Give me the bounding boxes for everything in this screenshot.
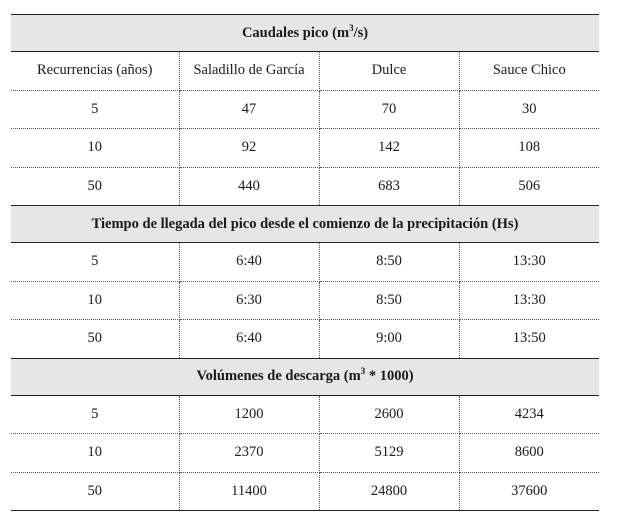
table-cell: 47 [179,90,319,129]
table-cell: 13:30 [459,243,599,282]
table-cell: 10 [11,434,179,473]
title-prefix: Caudales pico (m [241,24,350,41]
column-header-sauce-chico: Sauce Chico [459,52,599,91]
table-cell: 5 [11,395,179,434]
table-cell: 70 [319,90,459,129]
column-header-saladillo: Saladillo de García [179,52,319,91]
table-cell: 13:50 [459,320,599,359]
table-cell: 6:40 [179,243,319,282]
table-cell: 30 [459,90,599,129]
data-table-container [11,14,599,511]
column-header-dulce: Dulce [319,52,459,91]
table-row [11,395,599,434]
table-cell: 6:30 [179,281,319,320]
table-cell: 37600 [459,472,599,511]
title-suffix: /s) [353,24,369,41]
section-title-tiempo: Tiempo de llegada del pico desde el comienzo de la precipitación (Hs) [11,206,599,243]
column-header-recurrencias: Recurrencias (años) [11,52,179,91]
table-cell: 50 [11,320,179,359]
table-cell: 13:30 [459,281,599,320]
table-cell: 5129 [319,434,459,473]
title-superscript: 3 [349,22,354,33]
table-cell: 11400 [179,472,319,511]
table-row [11,472,599,511]
section-header-tiempo [11,206,599,243]
table-cell: 6:40 [179,320,319,359]
table-cell: 10 [11,281,179,320]
table-cell: 50 [11,167,179,206]
table-cell: 5 [11,90,179,129]
table-cell: 506 [459,167,599,206]
table-cell: 24800 [319,472,459,511]
table-cell: 10 [11,129,179,168]
table-cell: 5 [11,243,179,282]
table-row [11,167,599,206]
table-cell: 2370 [179,434,319,473]
table-row [11,281,599,320]
table-cell: 92 [179,129,319,168]
table-cell: 440 [179,167,319,206]
table-row [11,90,599,129]
table-row [11,243,599,282]
title-superscript: 3 [360,366,366,377]
table-cell: 9:00 [319,320,459,359]
section-title-caudales [11,15,599,52]
table-cell: 1200 [179,395,319,434]
table-cell: 8600 [459,434,599,473]
table-cell: 142 [319,129,459,168]
table-cell: 683 [319,167,459,206]
column-header-row [11,52,599,91]
section-title-volumenes [11,358,599,395]
table-cell: 8:50 [319,281,459,320]
title-suffix: * 1000) [365,368,414,384]
table-cell: 4234 [459,395,599,434]
hydrology-table [11,14,599,511]
table-row [11,129,599,168]
table-row [11,320,599,359]
table-cell: 8:50 [319,243,459,282]
title-prefix: Volúmenes de descarga (m [196,368,361,384]
table-cell: 50 [11,472,179,511]
section-header-caudales [11,15,599,52]
section-header-volumenes [11,358,599,395]
table-cell: 108 [459,129,599,168]
table-cell: 2600 [319,395,459,434]
table-row [11,434,599,473]
